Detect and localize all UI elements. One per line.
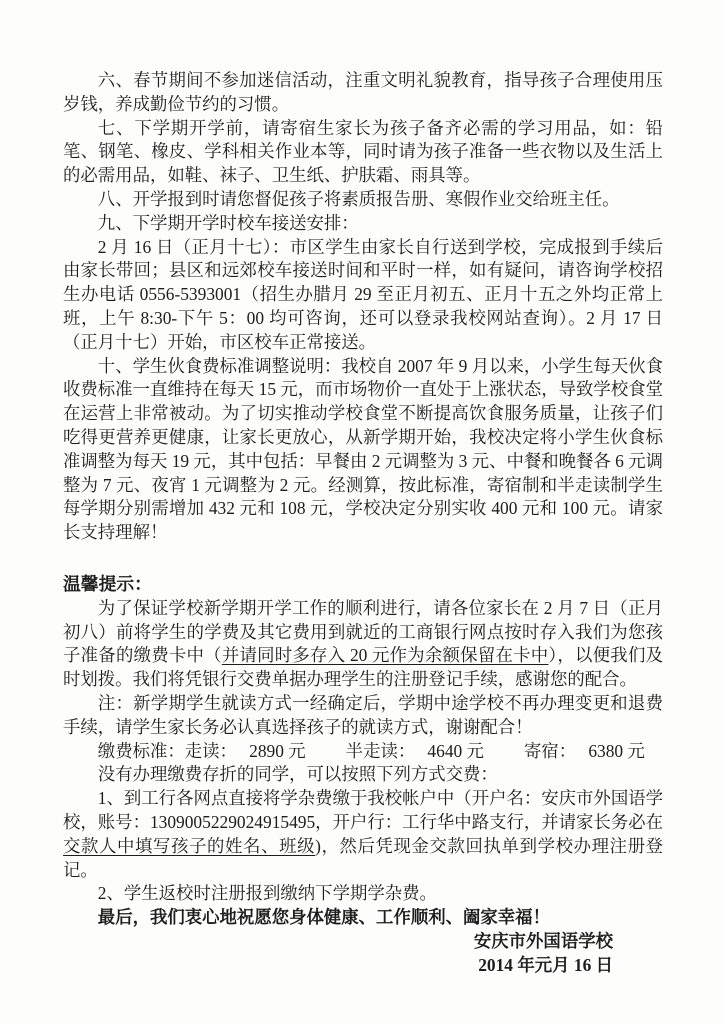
paragraph-payment [63, 597, 663, 692]
method-1-text-underlined: 交款人中填写孩子的姓名、班级 [63, 835, 316, 856]
paragraph-item-9-detail: 2 月 16 日（正月十七）：市区学生由家长自行送到学校，完成报到手续后由家长带回；县区和远郊校车接送时间和平时一样，如有疑问，请咨询学校招生办电话 0556-5393001（招生办腊月 29 至正月初五、正月十五之外均正常上班，上午 8:30-下午 5：00 均可咨询，还可以登录我校网站查询）。2 月 17 日（正月十七）开始，市区校车正常接送。 [63, 236, 663, 352]
fee-day-value: 2890 元 [249, 740, 306, 761]
method-1-text-after: )，然后凭现金交款回执单到学校办理注册登记。 [63, 835, 663, 880]
payment-text-underlined: 并请同时多存入 20 元作为余额保留在卡中 [221, 645, 549, 666]
signature-date: 2014 年元月 16 日 [478, 954, 613, 975]
paragraph-no-passbook: 没有办理缴费存折的同学，可以按照下列方式交费： [97, 764, 498, 785]
paragraph-item-10: 十、学生伙食费标准调整说明：我校自 2007 年 9 月以来，小学生每天伙食收费标准一直维持在每天 15 元，而市场物价一直处于上涨状态，导致学校食堂在运营上非常被动。为了切实推动学校食堂不断提高饮食服务质量，让孩子们吃得更营养更健康，让家长更放心，从新学期开始，我校决定将小学生伙食标准调整为每天 19 元，其中包括：早餐由 2 元调整为 3 元、中餐和晚餐各 6 元调整为 7 元、夜宵 1 元调整为 2 元。经测算，按此标准，寄宿制和半走读制学生每学期分别需增加 432 元和 108 元，学校决定分别实收 400 元和 100 元。请家长支持理解！ [63, 355, 663, 543]
signature-block [63, 930, 663, 978]
paragraph-item-9: 九、下学期开学时校车接送安排： [97, 212, 359, 233]
fee-half-label: 半走读： [345, 740, 416, 761]
numbered-items-section [63, 69, 663, 545]
notice-section [63, 573, 663, 930]
fee-day-label: 走读： [184, 740, 237, 761]
fee-half-value: 4640 元 [427, 740, 484, 761]
fee-board-label: 寄宿： [523, 740, 577, 761]
signature-school-name: 安庆市外国语学校 [473, 930, 613, 951]
fee-standards-label: 缴费标准： [97, 740, 185, 761]
method-1-text-before: 1、到工行各网点直接将学杂费缴于我校帐户中（开户名：安庆市外国语学校，账号：1309005229024915495，开户行：工行华中路支行，并请家长务必在 [63, 788, 663, 832]
notice-heading: 温馨提示： [63, 573, 152, 594]
fee-board-value: 6380 元 [588, 740, 645, 761]
paragraph-method-1 [63, 787, 663, 882]
paragraph-method-2: 2、学生返校时注册报到缴纳下学期学杂费。 [97, 883, 437, 904]
closing-wish-line: 最后，我们衷心地祝愿您身体健康、工作顺利、阖家幸福！ [97, 907, 550, 928]
paragraph-item-8: 八、开学报到时请您督促孩子将素质报告册、寒假作业交给班主任。 [97, 188, 620, 209]
paragraph-item-6: 六、春节期间不参加迷信活动，注重文明礼貌教育，指导孩子合理使用压岁钱，养成勤俭节约的习惯。 [63, 70, 663, 114]
payment-text-after: ），以便我们及时划拨。我们将凭银行交费单据办理学生的注册登记手续，感谢您的配合。 [63, 645, 663, 690]
fee-standards-line [63, 740, 663, 764]
payment-text-before: 为了保证学校新学期开学工作的顺利进行，请各位家长在 2 月 7 日（正月初八）前将学生的学费及其它费用到就近的工商银行网点按时存入我们为您孩子准备的缴费卡中（ [63, 597, 663, 666]
paragraph-item-7: 七、下学期开学前，请寄宿生家长为孩子备齐必需的学习用品，如：铅笔、钢笔、橡皮、学科相关作业本等，同时请为孩子准备一些衣物以及生活上的必需用品，如鞋、袜子、卫生纸、护肤霜、雨具等。 [63, 117, 663, 186]
paragraph-note: 注：新学期学生就读方式一经确定后，学期中途学校不再办理变更和退费手续，请学生家长务必认真选择孩子的就读方式，谢谢配合！ [63, 692, 663, 737]
document-page [63, 69, 663, 977]
